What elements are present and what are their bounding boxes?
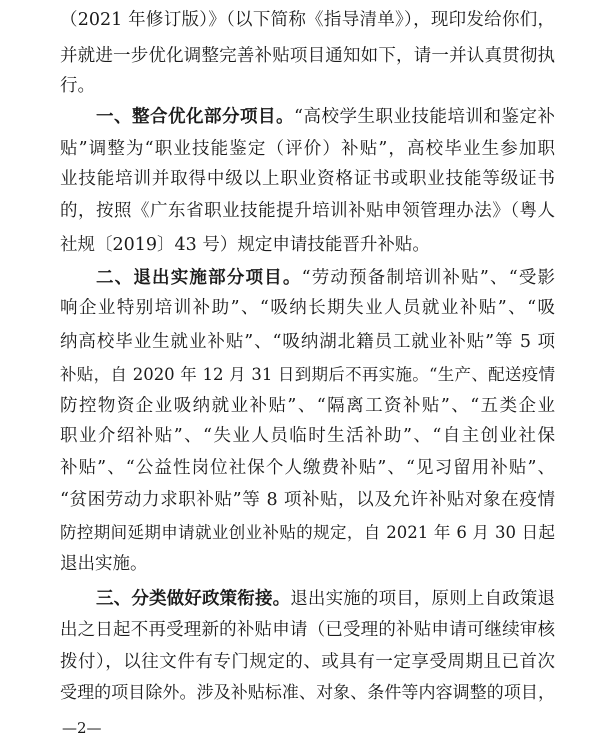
text-line: 的，按照《广东省职业技能提升培训补贴申领管理办法》（粤人 bbox=[60, 201, 555, 221]
text-line: 纳高校毕业生就业补贴”、“吸纳湖北籍员工就业补贴”等 5 项 bbox=[60, 332, 555, 352]
text-line: 拨付），以往文件有专门规定的、或具有一定享受周期且已首次 bbox=[60, 652, 555, 672]
text-line: 贴”调整为“职业技能鉴定（评价）补贴”，高校毕业生参加职 bbox=[60, 139, 555, 159]
text-line: 补贴，自 2020 年 12 月 31 日到期后不再实施。“生产、配送疫情 bbox=[60, 365, 555, 384]
text-line: 防控物资企业吸纳就业补贴”、“隔离工资补贴”、“五类企业 bbox=[60, 396, 555, 416]
paragraph-first-line bbox=[96, 101, 555, 134]
paragraph-first-line bbox=[96, 583, 555, 616]
text-line: “贫困劳动力求职补贴”等 8 项补贴，以及允许补贴对象在疫情 bbox=[60, 490, 555, 510]
text-span: 退出实施的项目，原则上自政策退 bbox=[290, 589, 556, 609]
text-line: 退出实施。 bbox=[60, 554, 148, 574]
text-line: 并就进一步优化调整完善补贴项目通知如下，请一并认真贯彻执 bbox=[60, 46, 555, 66]
text-line: 行。 bbox=[60, 76, 95, 96]
text-line: 出之日起不再受理新的补贴申请（已受理的补贴申请可继续审核 bbox=[60, 620, 555, 640]
text-line: 补贴”、“公益性岗位社保个人缴费补贴”、“见习留用补贴”、 bbox=[60, 458, 555, 478]
text-line: 响企业特别培训补助”、“吸纳长期失业人员就业补贴”、“吸 bbox=[60, 298, 555, 318]
text-span: “高校学生职业技能培训和鉴定补 bbox=[294, 107, 556, 127]
section-heading: 二、退出实施部分项目。 bbox=[96, 268, 302, 288]
text-line: 受理的项目除外。涉及补贴标准、对象、条件等内容调整的项目， bbox=[60, 683, 555, 703]
section-heading: 一、整合优化部分项目。 bbox=[96, 107, 295, 127]
text-line: 社规〔2019〕43 号）规定申请技能晋升补贴。 bbox=[60, 235, 430, 255]
section-heading: 三、分类做好政策衔接。 bbox=[96, 589, 291, 609]
paragraph-first-line bbox=[96, 262, 555, 295]
text-line: 防控期间延期申请就业创业补贴的规定，自 2021 年 6 月 30 日起 bbox=[60, 523, 555, 542]
text-line: 职业介绍补贴”、“失业人员临时生活补助”、“自主创业社保 bbox=[60, 426, 555, 446]
text-line: 业技能培训并取得中级以上职业资格证书或职业技能等级证书 bbox=[60, 169, 555, 189]
page-number: —2— bbox=[62, 719, 102, 737]
text-line: （2021 年修订版）》（以下简称《指导清单》），现印发给你们， bbox=[60, 10, 555, 30]
text-span: “劳动预备制培训补贴”、“受影 bbox=[301, 268, 556, 288]
